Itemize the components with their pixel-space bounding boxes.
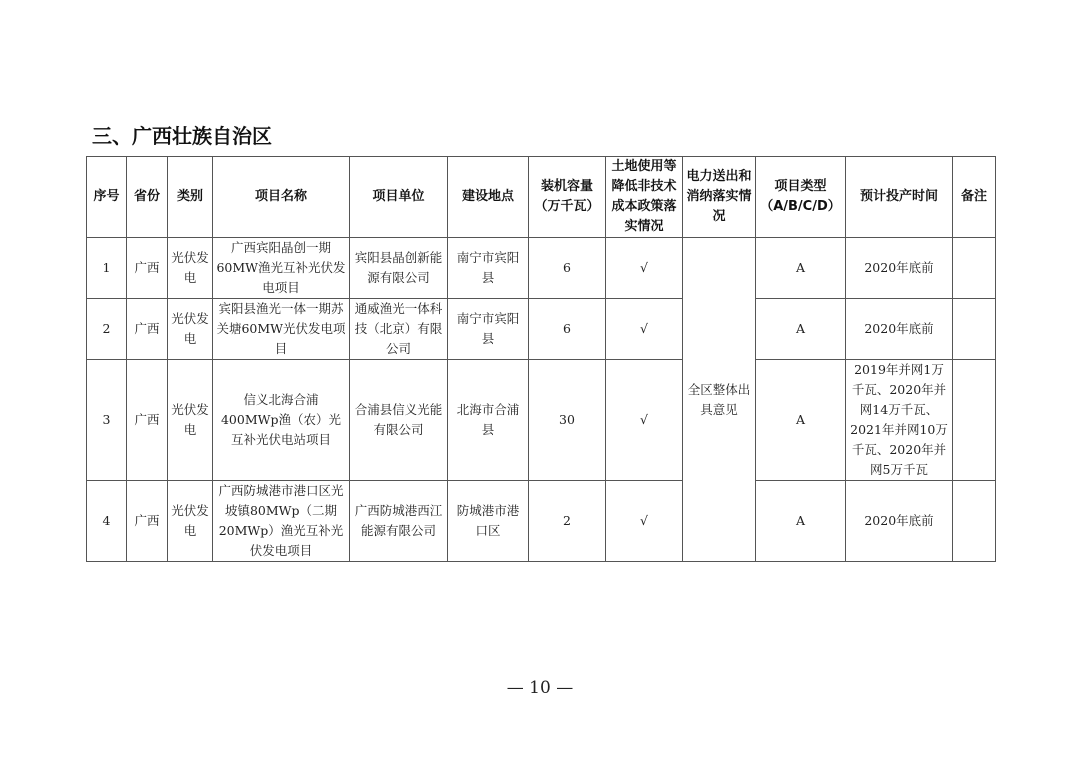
header-project-type: 项目类型（A/B/C/D）	[756, 157, 846, 238]
header-power-delivery: 电力送出和消纳落实情况	[683, 157, 756, 238]
cell-location: 北海市合浦县	[448, 360, 529, 481]
header-category: 类别	[168, 157, 213, 238]
cell-expected-time: 2020年底前	[846, 238, 953, 299]
cell-project-type: A	[756, 360, 846, 481]
cell-province: 广西	[127, 238, 168, 299]
cell-land-policy: √	[606, 360, 683, 481]
table-header-row	[87, 157, 996, 238]
cell-province: 广西	[127, 481, 168, 562]
cell-land-policy: √	[606, 481, 683, 562]
project-table	[86, 156, 996, 562]
page-number: — 10 —	[506, 678, 574, 698]
header-capacity: 装机容量（万千瓦）	[529, 157, 606, 238]
cell-province: 广西	[127, 299, 168, 360]
cell-seq: 4	[87, 481, 127, 562]
cell-seq: 1	[87, 238, 127, 299]
cell-category: 光伏发电	[168, 360, 213, 481]
cell-project-type: A	[756, 299, 846, 360]
cell-category: 光伏发电	[168, 481, 213, 562]
cell-capacity: 6	[529, 299, 606, 360]
header-project-name: 项目名称	[213, 157, 350, 238]
cell-company: 合浦县信义光能有限公司	[350, 360, 448, 481]
section-title: 三、广西壮族自治区	[92, 124, 272, 148]
cell-location: 防城港市港口区	[448, 481, 529, 562]
header-expected-time: 预计投产时间	[846, 157, 953, 238]
cell-capacity: 2	[529, 481, 606, 562]
cell-project-name: 广西宾阳晶创一期60MW渔光互补光伏发电项目	[213, 238, 350, 299]
header-land-policy: 土地使用等降低非技术成本政策落实情况	[606, 157, 683, 238]
header-province: 省份	[127, 157, 168, 238]
table-row	[87, 360, 996, 481]
cell-capacity: 30	[529, 360, 606, 481]
table-row	[87, 481, 996, 562]
cell-seq: 2	[87, 299, 127, 360]
cell-category: 光伏发电	[168, 299, 213, 360]
cell-project-type: A	[756, 238, 846, 299]
cell-remarks	[953, 238, 996, 299]
cell-province: 广西	[127, 360, 168, 481]
cell-land-policy: √	[606, 299, 683, 360]
cell-project-name: 信义北海合浦400MWp渔（农）光互补光伏电站项目	[213, 360, 350, 481]
cell-company: 通威渔光一体科技（北京）有限公司	[350, 299, 448, 360]
header-seq: 序号	[87, 157, 127, 238]
header-company: 项目单位	[350, 157, 448, 238]
header-location: 建设地点	[448, 157, 529, 238]
cell-category: 光伏发电	[168, 238, 213, 299]
cell-expected-time: 2020年底前	[846, 299, 953, 360]
cell-seq: 3	[87, 360, 127, 481]
cell-project-name: 宾阳县渔光一体一期苏关塘60MW光伏发电项目	[213, 299, 350, 360]
cell-project-type: A	[756, 481, 846, 562]
cell-company: 广西防城港西江能源有限公司	[350, 481, 448, 562]
table-row	[87, 299, 996, 360]
cell-remarks	[953, 299, 996, 360]
cell-expected-time: 2019年并网1万千瓦、2020年并网14万千瓦、2021年并网10万千瓦、2020年并网5万千瓦	[846, 360, 953, 481]
cell-location: 南宁市宾阳县	[448, 299, 529, 360]
cell-expected-time: 2020年底前	[846, 481, 953, 562]
table-row	[87, 238, 996, 299]
cell-land-policy: √	[606, 238, 683, 299]
header-remarks: 备注	[953, 157, 996, 238]
cell-remarks	[953, 360, 996, 481]
cell-location: 南宁市宾阳县	[448, 238, 529, 299]
cell-power-delivery-merged: 全区整体出具意见	[683, 238, 756, 562]
cell-remarks	[953, 481, 996, 562]
cell-company: 宾阳县晶创新能源有限公司	[350, 238, 448, 299]
cell-capacity: 6	[529, 238, 606, 299]
cell-project-name: 广西防城港市港口区光坡镇80MWp（二期20MWp）渔光互补光伏发电项目	[213, 481, 350, 562]
